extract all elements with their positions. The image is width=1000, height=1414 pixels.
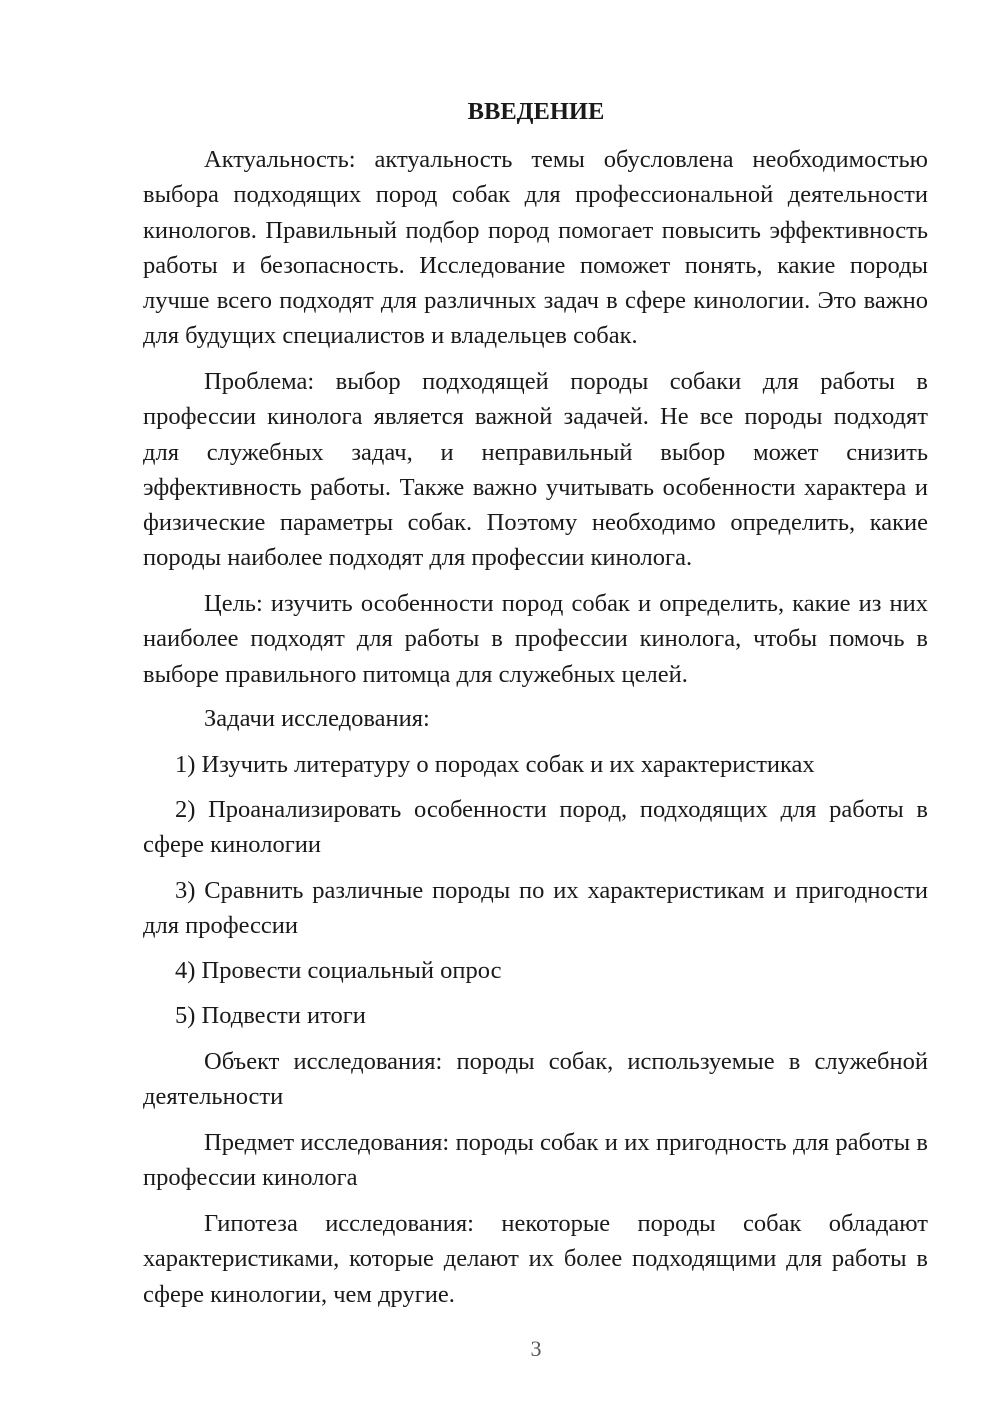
task-item-1: 1) Изучить литературу о породах собак и их характеристиках: [175, 751, 815, 778]
task-item-3: 3) Сравнить различные породы по их характеристикам и пригодности для профессии: [143, 877, 928, 940]
section-heading: ВВЕДЕНИЕ: [467, 98, 605, 125]
task-item-4: 4) Провести социальный опрос: [175, 957, 502, 984]
task-item-2: 2) Проанализировать особенности пород, подходящих для работы в сфере кинологии: [143, 796, 928, 859]
tasks-title: Задачи исследования:: [204, 705, 430, 732]
paragraph-relevance: Актуальность: актуальность темы обусловлена необходимостью выбора подходящих пород собак для профессиональной деятельности кинологов. Правильный подбор пород помогает повысить эффективность работы и безопасность. Исследование поможет понять, какие породы лучше всего подходят для различных задач в сфере кинологии. Это важно для будущих специалистов и владельцев собак.: [143, 146, 928, 350]
paragraph-object: Объект исследования: породы собак, используемые в служебной деятельности: [143, 1048, 928, 1111]
paragraph-subject: Предмет исследования: породы собак и их пригодность для работы в профессии кинолога: [143, 1129, 928, 1192]
paragraph-problem: Проблема: выбор подходящей породы собаки для работы в профессии кинолога является важной задачей. Не все породы подходят для служебных задач, и неправильный выбор может снизить эффективность работы. Также важно учитывать особенности характера и физические параметры собак. Поэтому необходимо определить, какие породы наиболее подходят для профессии кинолога.: [143, 368, 928, 572]
paragraph-goal: Цель: изучить особенности пород собак и определить, какие из них наиболее подходят для работы в профессии кинолога, чтобы помочь в выборе правильного питомца для служебных целей.: [143, 590, 928, 688]
paragraph-hypothesis: Гипотеза исследования: некоторые породы собак обладают характеристиками, которые делают их более подходящими для работы в сфере кинологии, чем другие.: [143, 1210, 928, 1308]
task-item-5: 5) Подвести итоги: [175, 1002, 366, 1029]
page-number: 3: [530, 1336, 542, 1361]
